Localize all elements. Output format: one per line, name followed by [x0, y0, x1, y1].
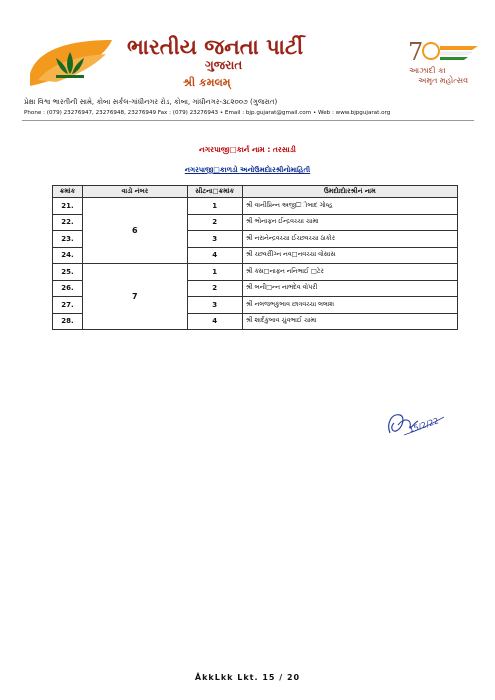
- serial-cell: 28.: [53, 313, 83, 330]
- serial-cell: 25.: [53, 264, 83, 281]
- seat-cell: 1: [187, 198, 242, 215]
- candidate-name-cell: શ્રી ક્સ□નાફ્ન નનિભાઈ □ટેર: [242, 264, 457, 281]
- party-name: ભારતીય જનતા પાર્ટી: [127, 34, 304, 59]
- seat-cell: 3: [187, 297, 242, 314]
- serial-cell: 22.: [53, 214, 83, 231]
- svg-text:7: 7: [408, 38, 424, 66]
- table-row: [53, 264, 458, 281]
- seat-cell: 4: [187, 313, 242, 330]
- handwritten-signature: [384, 405, 448, 443]
- candidate-name-cell: શ્રી નલજભકુબાવ છાત્રવચ્ચા લલાશ: [242, 297, 457, 314]
- list-subtitle-text: નગરપાજી□કાળડો અનોઉમદોારશ્રીનોમાહિતી: [184, 166, 311, 174]
- serial-cell: 21.: [53, 198, 83, 215]
- candidate-name-cell: શ્રી ભોનાફ્ન ઈન્દ્રવચ્ચા ચામા: [242, 214, 457, 231]
- serial-cell: 26.: [53, 280, 83, 297]
- candidate-name-cell: શ્રી નરાનેન્દ્રવચ્ચા ઈચ્છવચ્ચા ઠાકોર: [242, 231, 457, 248]
- azadi-text-line1: આઝાદી કા: [409, 66, 446, 75]
- serial-cell: 24.: [53, 247, 83, 264]
- seat-cell: 2: [187, 214, 242, 231]
- candidate-name-cell: શ્રી બની□ન્ન નાભંદેવ વોપરી: [242, 280, 457, 297]
- municipality-title: નગરપાજી□કાર્ન નામ : તરસાડી: [199, 145, 296, 154]
- office-address: પ્રેક્ષા વિશ્વ ભારતીની સામે, કોબા સર્કલ-ગાંધીનગર રોડ, કોબા, ગાંધીનગર-૩૮૨૦૦૭ (ગુજરાત): [24, 98, 278, 106]
- table-header-row: [53, 186, 458, 198]
- list-subtitle: [0, 166, 495, 175]
- bjp-lotus-logo-icon: [26, 34, 116, 92]
- serial-cell: 23.: [53, 231, 83, 248]
- seat-cell: 1: [187, 264, 242, 281]
- ward-cell: 7: [82, 264, 187, 330]
- table-row: [53, 198, 458, 215]
- header-name: ઉમદોાદોારશ્રીનં નામ: [242, 186, 457, 198]
- contact-line: Phone : (079) 23276947, 23276948, 23276949 Fax : (079) 23276943 • Email : bjp.gujarat@gmail.com • Web : www.bjpgujarat.org: [24, 110, 391, 116]
- candidate-table: [52, 185, 458, 330]
- candidate-name-cell: શ્રી ચ્છવરોીગ્ન નવ□નવચ્ચા વોસાસ: [242, 247, 457, 264]
- letterhead: [0, 0, 495, 128]
- page-number: ÅkkLkk Lkt. 15 / 20: [194, 673, 301, 682]
- signature-date: 15/2/22: [407, 416, 440, 435]
- seat-cell: 2: [187, 280, 242, 297]
- ward-cell: 6: [82, 198, 187, 264]
- seat-cell: 4: [187, 247, 242, 264]
- candidate-name-cell: શ્રી શાર્દકુબાવ ચુંવભાઈ ચામા: [242, 313, 457, 330]
- header-seat: સીટના□ક્રમાંક: [187, 186, 242, 198]
- seat-cell: 3: [187, 231, 242, 248]
- header-divider: [22, 120, 474, 121]
- candidate-name-cell: શ્રી વાનીપ્રિન્ન અજી□ોબાદ ગોવ્હ: [242, 198, 457, 215]
- azadi-text-line2: અમૃત મહોત્સવ: [418, 76, 469, 85]
- state-name: ગુજરાત: [205, 58, 243, 72]
- header-ward: વાડો નંબર: [82, 186, 187, 198]
- serial-cell: 27.: [53, 297, 83, 314]
- header-serial: ક્રમાંક: [53, 186, 83, 198]
- office-name: શ્રી કમલમ્: [183, 76, 231, 89]
